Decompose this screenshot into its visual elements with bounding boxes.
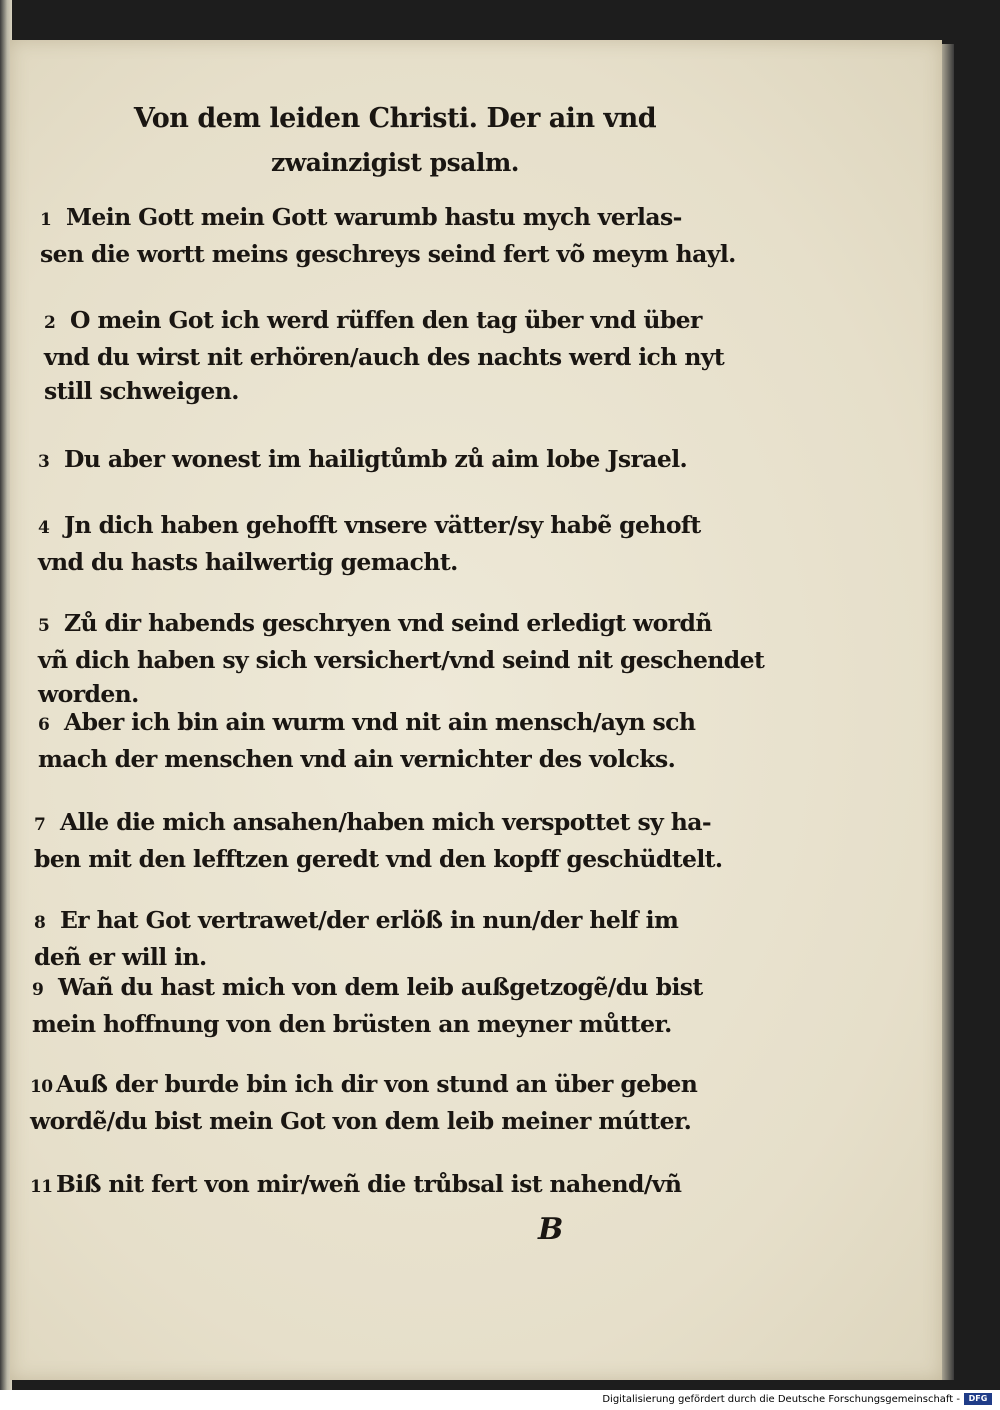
- verse-line: [32, 970, 732, 1007]
- verse-line: deñ er will in.: [34, 943, 207, 971]
- verse-number: 1: [40, 210, 52, 230]
- book-edge-right: [942, 44, 954, 1380]
- verse-line: [38, 442, 738, 479]
- verse-number: 7: [34, 815, 46, 835]
- verse-line: [30, 1067, 730, 1104]
- verse-line: worden.: [38, 680, 139, 708]
- verse-number: 2: [44, 313, 56, 333]
- footer-bar: [0, 1390, 1000, 1410]
- verse: [38, 508, 738, 579]
- verse-line: wordẽ/du bist mein Got von dem leib meiner mútter.: [30, 1107, 692, 1135]
- verse-text: Zů dir habends geschryen vnd seind erledigt wordñ: [64, 609, 712, 637]
- verse: [32, 970, 732, 1041]
- verse-number: 9: [32, 980, 44, 1000]
- verse: [34, 805, 734, 876]
- verse: [34, 903, 734, 974]
- verse-line: [34, 903, 734, 940]
- verse-text: Auß der burde bin ich dir von stund an über geben: [56, 1070, 698, 1098]
- verse-line: [44, 303, 744, 340]
- verse-number: 10: [30, 1077, 53, 1097]
- verse-number: 3: [38, 452, 50, 472]
- verse: [30, 1067, 730, 1138]
- verse-text: Jn dich haben gehofft vnsere vätter/sy habẽ gehoft: [64, 511, 701, 539]
- verse-line: [40, 200, 740, 237]
- verse-line: sen die wortt meins geschreys seind fert võ meym hayl.: [40, 240, 736, 268]
- verse-line: still schweigen.: [44, 377, 239, 405]
- verse-line: vnd du hasts hailwertig gemacht.: [38, 548, 458, 576]
- verse-number: 4: [38, 518, 50, 538]
- verse: [38, 606, 765, 711]
- verse-text: Er hat Got vertrawet/der erlöß in nun/der helf im: [60, 906, 679, 934]
- verse-line: [38, 508, 738, 545]
- verse-number: 5: [38, 616, 50, 636]
- verse-line: [34, 805, 734, 842]
- page-heading-line2: zwainzigist psalm.: [271, 148, 519, 177]
- funding-credit[interactable]: Digitalisierung gefördert durch die Deutsche Forschungsgemeinschaft -: [602, 1394, 960, 1405]
- verse-number: 8: [34, 913, 46, 933]
- page-heading: Von dem leiden Christi. Der ain vnd: [133, 103, 657, 134]
- verse-text: Aber ich bin ain wurm vnd nit ain mensch/ayn sch: [64, 708, 696, 736]
- verse-line: [30, 1167, 730, 1204]
- verse-line: [38, 606, 738, 643]
- verse: [38, 705, 738, 776]
- verse-line: vñ dich haben sy sich versichert/vnd seind nit geschendet: [38, 646, 765, 674]
- dfg-logo[interactable]: DFG: [964, 1393, 992, 1405]
- verse-line: ben mit den lefftzen geredt vnd den kopff geschüdtelt.: [34, 845, 723, 873]
- verse-text: Wañ du hast mich von dem leib außgetzogẽ/du bist: [58, 973, 703, 1001]
- verse: [38, 442, 738, 479]
- verse-line: mach der menschen vnd ain vernichter des volcks.: [38, 745, 676, 773]
- verse-line: [38, 705, 738, 742]
- verse-text: Alle die mich ansahen/haben mich verspottet sy ha-: [60, 808, 712, 836]
- verse-text: O mein Got ich werd rüffen den tag über vnd über: [70, 306, 702, 334]
- signature-mark: B: [538, 1212, 564, 1247]
- verse-text: Du aber wonest im hailigtůmb zů aim lobe Jsrael.: [64, 445, 688, 473]
- verse: [30, 1167, 730, 1204]
- verse-text: Mein Gott mein Gott warumb hastu mych verlas-: [66, 203, 682, 231]
- verse: [44, 303, 744, 408]
- verse: [40, 200, 740, 271]
- verse-text: Biß nit fert von mir/weñ die trůbsal ist nahend/vñ: [56, 1170, 682, 1198]
- verse-line: mein hoffnung von den brüsten an meyner můtter.: [32, 1010, 672, 1038]
- verse-number: 11: [30, 1177, 53, 1197]
- verse-number: 6: [38, 715, 50, 735]
- verse-line: vnd du wirst nit erhören/auch des nachts werd ich nyt: [44, 343, 725, 371]
